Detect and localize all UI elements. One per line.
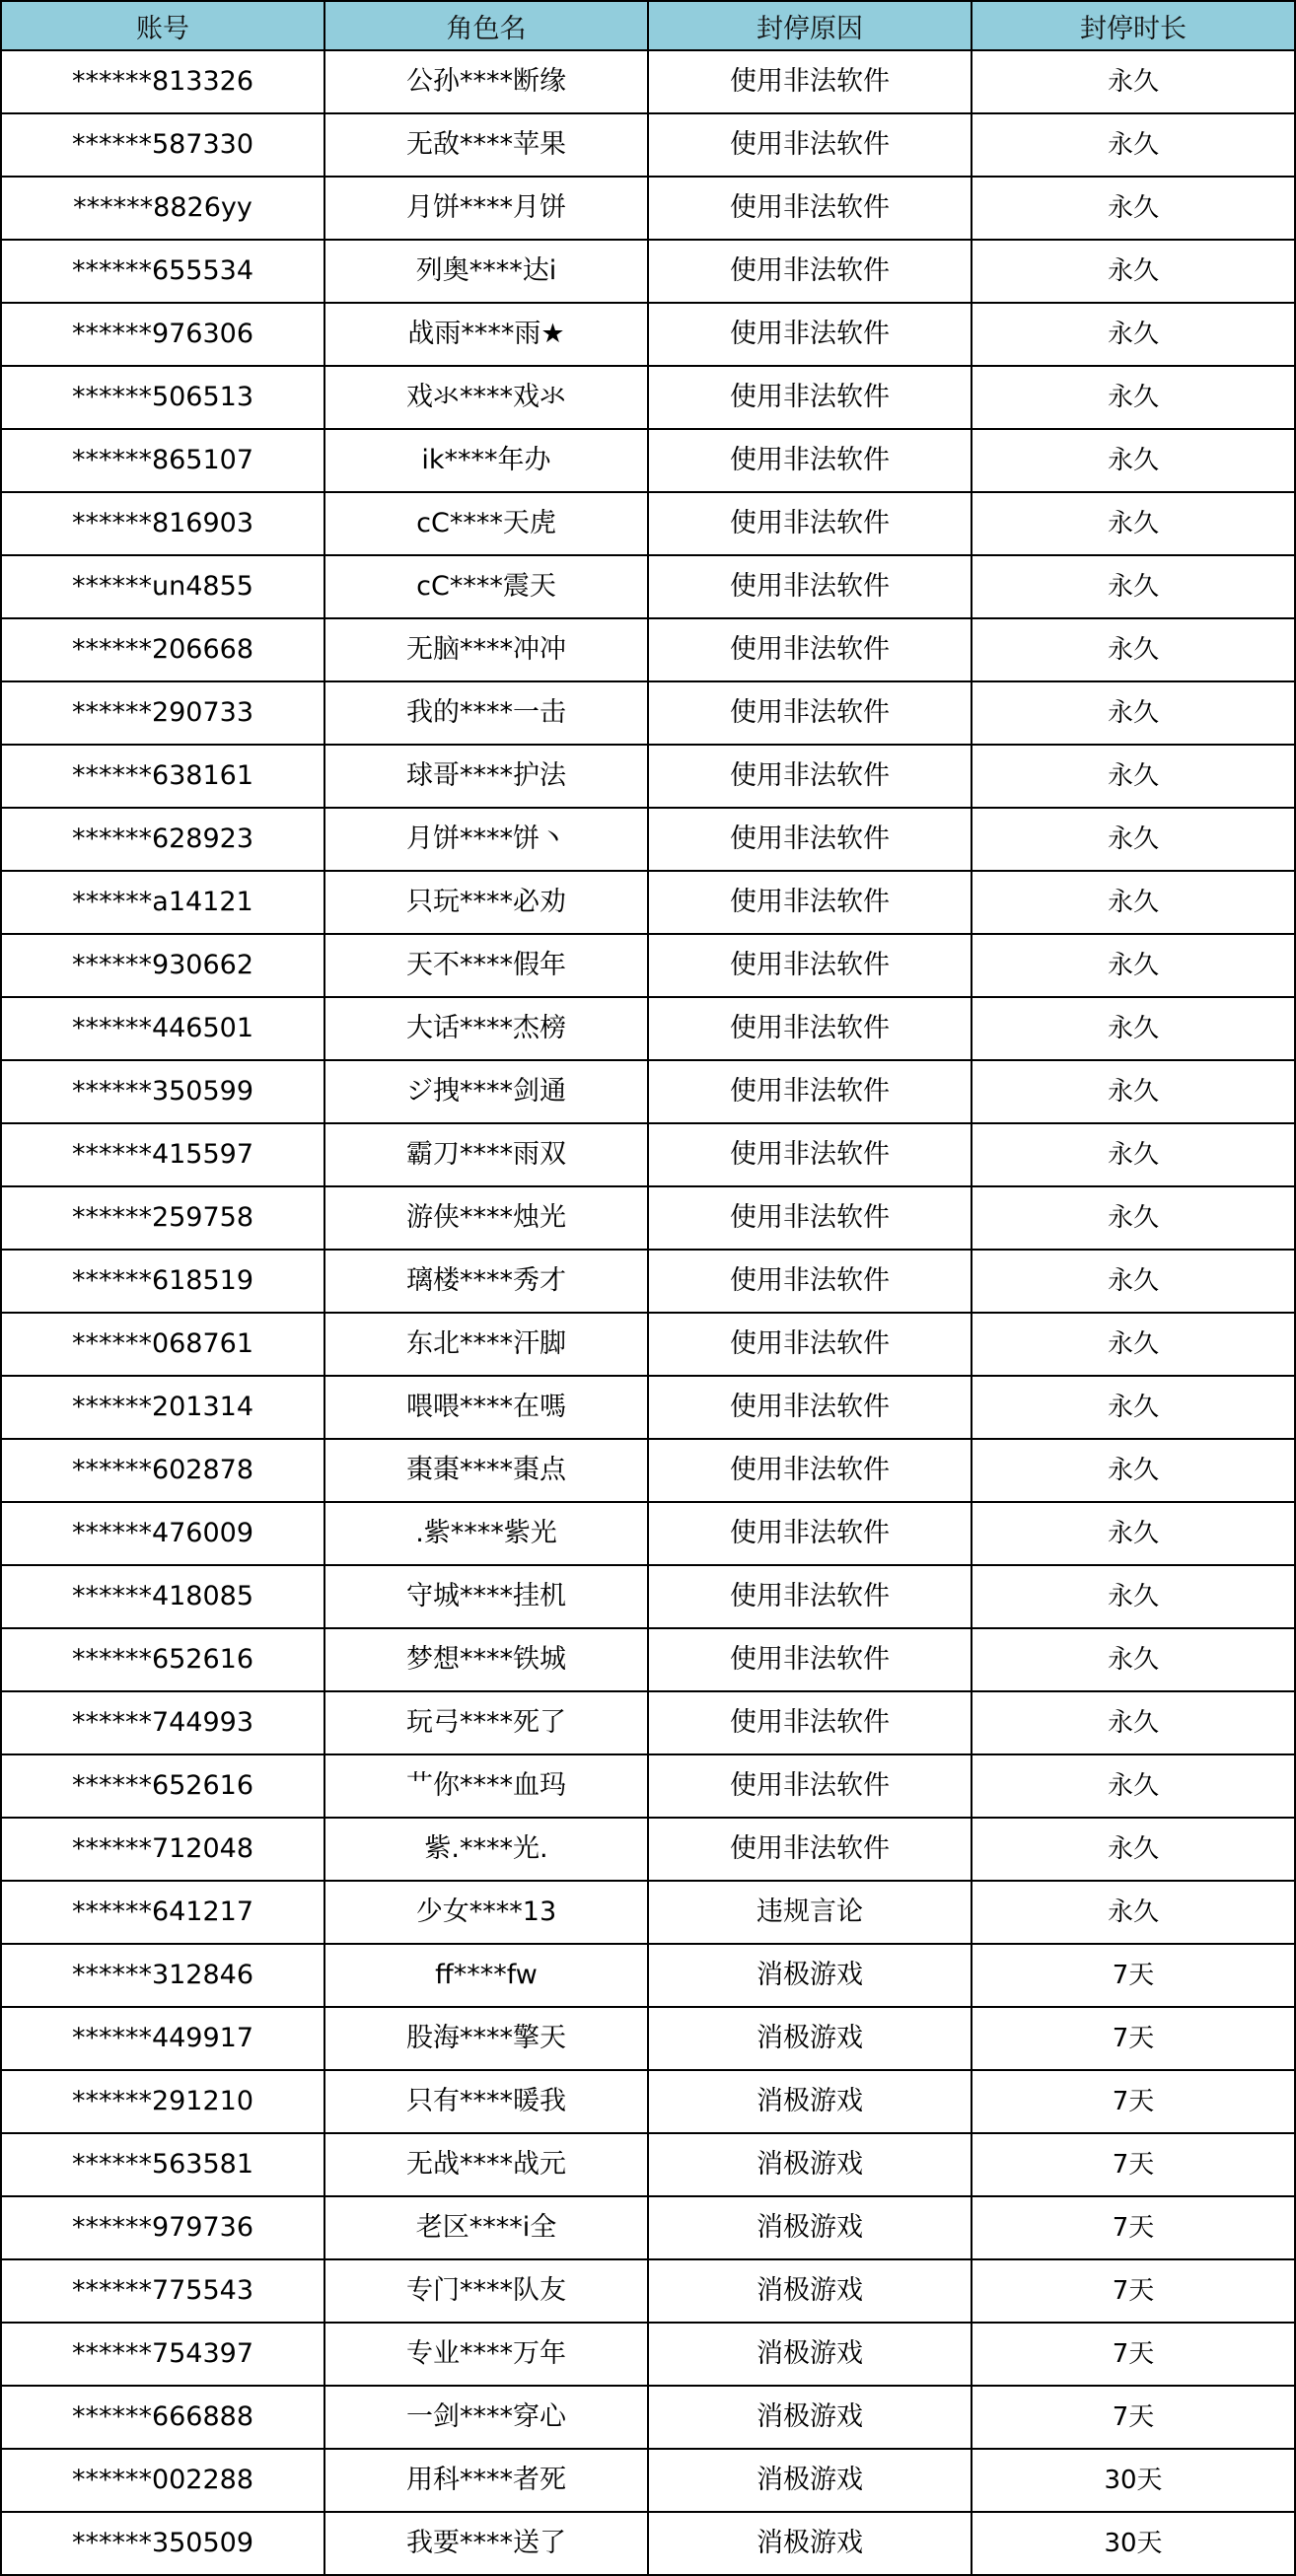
cell-reason: 使用非法软件: [648, 492, 972, 555]
cell-account: ******un4855: [1, 555, 324, 618]
header-ban-duration: 封停时长: [972, 1, 1295, 50]
cell-reason: 使用非法软件: [648, 1250, 972, 1313]
table-row: [1, 1754, 1295, 1818]
cell-account: ******068761: [1, 1313, 324, 1376]
cell-account: ******816903: [1, 492, 324, 555]
cell-character-name: 游侠****烛光: [324, 1186, 648, 1250]
table-row: [1, 2007, 1295, 2070]
cell-duration: 永久: [972, 177, 1295, 240]
cell-reason: 消极游戏: [648, 2512, 972, 2575]
cell-duration: 永久: [972, 1313, 1295, 1376]
cell-duration: 永久: [972, 303, 1295, 366]
cell-duration: 永久: [972, 1502, 1295, 1565]
cell-character-name: 月饼****月饼: [324, 177, 648, 240]
cell-reason: 使用非法软件: [648, 429, 972, 492]
cell-duration: 永久: [972, 1881, 1295, 1944]
cell-reason: 使用非法软件: [648, 618, 972, 681]
cell-character-name: 用科****者死: [324, 2449, 648, 2512]
cell-account: ******002288: [1, 2449, 324, 2512]
table-row: [1, 1944, 1295, 2007]
cell-account: ******813326: [1, 50, 324, 113]
table-row: [1, 50, 1295, 113]
cell-reason: 使用非法软件: [648, 1313, 972, 1376]
cell-reason: 消极游戏: [648, 2386, 972, 2449]
table-row: [1, 808, 1295, 871]
cell-reason: 消极游戏: [648, 2196, 972, 2259]
cell-account: ******976306: [1, 303, 324, 366]
cell-duration: 永久: [972, 429, 1295, 492]
cell-duration: 永久: [972, 871, 1295, 934]
cell-character-name: 无敌****苹果: [324, 113, 648, 177]
cell-account: ******775543: [1, 2259, 324, 2323]
cell-character-name: 戏氺****戏氺: [324, 366, 648, 429]
cell-duration: 永久: [972, 745, 1295, 808]
table-row: [1, 1439, 1295, 1502]
table-row: [1, 1186, 1295, 1250]
cell-character-name: 我要****送了: [324, 2512, 648, 2575]
table-row: [1, 2133, 1295, 2196]
cell-character-name: 玩弓****死了: [324, 1691, 648, 1754]
table-row: [1, 1691, 1295, 1754]
cell-reason: 使用非法软件: [648, 745, 972, 808]
cell-character-name: 喂喂****在嗎: [324, 1376, 648, 1439]
cell-account: ******312846: [1, 1944, 324, 2007]
cell-character-name: 东北****汗脚: [324, 1313, 648, 1376]
header-character-name: 角色名: [324, 1, 648, 50]
table-row: [1, 1313, 1295, 1376]
cell-character-name: 只有****暖我: [324, 2070, 648, 2133]
cell-account: ******979736: [1, 2196, 324, 2259]
cell-character-name: ジ拽****剑通: [324, 1060, 648, 1123]
cell-duration: 永久: [972, 1123, 1295, 1186]
cell-duration: 永久: [972, 1691, 1295, 1754]
table-row: [1, 1123, 1295, 1186]
cell-reason: 使用非法软件: [648, 113, 972, 177]
table-body: [1, 50, 1295, 2575]
cell-account: ******930662: [1, 934, 324, 997]
cell-account: ******206668: [1, 618, 324, 681]
table-row: [1, 934, 1295, 997]
cell-account: ******865107: [1, 429, 324, 492]
table-row: [1, 1060, 1295, 1123]
cell-reason: 使用非法软件: [648, 1754, 972, 1818]
cell-character-name: 少女****13: [324, 1881, 648, 1944]
cell-character-name: 列奥****达i: [324, 240, 648, 303]
table-row: [1, 2259, 1295, 2323]
table-row: [1, 681, 1295, 745]
cell-character-name: 一剑****穿心: [324, 2386, 648, 2449]
cell-account: ******587330: [1, 113, 324, 177]
cell-character-name: ff****fw: [324, 1944, 648, 2007]
cell-character-name: 棗棗****棗点: [324, 1439, 648, 1502]
cell-reason: 使用非法软件: [648, 1123, 972, 1186]
cell-reason: 使用非法软件: [648, 240, 972, 303]
cell-reason: 使用非法软件: [648, 681, 972, 745]
cell-reason: 消极游戏: [648, 2323, 972, 2386]
cell-duration: 7天: [972, 2323, 1295, 2386]
cell-duration: 永久: [972, 1754, 1295, 1818]
table-row: [1, 2386, 1295, 2449]
cell-account: ******638161: [1, 745, 324, 808]
cell-reason: 消极游戏: [648, 2133, 972, 2196]
cell-character-name: 股海****擎天: [324, 2007, 648, 2070]
cell-duration: 7天: [972, 2133, 1295, 2196]
cell-account: ******290733: [1, 681, 324, 745]
cell-account: ******712048: [1, 1818, 324, 1881]
cell-character-name: 艹你****血玛: [324, 1754, 648, 1818]
table-row: [1, 2512, 1295, 2575]
table-row: [1, 997, 1295, 1060]
cell-reason: 使用非法软件: [648, 177, 972, 240]
cell-character-name: 我的****一击: [324, 681, 648, 745]
cell-duration: 永久: [972, 555, 1295, 618]
cell-account: ******201314: [1, 1376, 324, 1439]
cell-reason: 消极游戏: [648, 1944, 972, 2007]
cell-character-name: 紫.****光.: [324, 1818, 648, 1881]
table-row: [1, 871, 1295, 934]
table-row: [1, 2449, 1295, 2512]
table-row: [1, 2323, 1295, 2386]
cell-account: ******476009: [1, 1502, 324, 1565]
cell-account: ******641217: [1, 1881, 324, 1944]
cell-character-name: 无战****战元: [324, 2133, 648, 2196]
cell-account: ******350599: [1, 1060, 324, 1123]
cell-character-name: 球哥****护法: [324, 745, 648, 808]
cell-account: ******415597: [1, 1123, 324, 1186]
cell-reason: 使用非法软件: [648, 997, 972, 1060]
cell-reason: 消极游戏: [648, 2007, 972, 2070]
cell-reason: 使用非法软件: [648, 1376, 972, 1439]
table-row: [1, 1565, 1295, 1628]
cell-duration: 永久: [972, 1818, 1295, 1881]
cell-reason: 使用非法软件: [648, 1502, 972, 1565]
cell-character-name: 大话****杰榜: [324, 997, 648, 1060]
cell-duration: 永久: [972, 1565, 1295, 1628]
cell-account: ******506513: [1, 366, 324, 429]
cell-account: ******259758: [1, 1186, 324, 1250]
cell-account: ******446501: [1, 997, 324, 1060]
cell-account: ******655534: [1, 240, 324, 303]
cell-account: ******449917: [1, 2007, 324, 2070]
cell-duration: 永久: [972, 366, 1295, 429]
cell-character-name: 守城****挂机: [324, 1565, 648, 1628]
cell-account: ******291210: [1, 2070, 324, 2133]
cell-duration: 永久: [972, 492, 1295, 555]
table-row: [1, 177, 1295, 240]
cell-reason: 使用非法软件: [648, 808, 972, 871]
cell-reason: 使用非法软件: [648, 366, 972, 429]
cell-character-name: 天不****假年: [324, 934, 648, 997]
cell-account: ******618519: [1, 1250, 324, 1313]
cell-account: ******628923: [1, 808, 324, 871]
header-ban-reason: 封停原因: [648, 1, 972, 50]
cell-character-name: 专门****队友: [324, 2259, 648, 2323]
cell-account: ******754397: [1, 2323, 324, 2386]
table-row: [1, 1628, 1295, 1691]
cell-reason: 违规言论: [648, 1881, 972, 1944]
cell-reason: 消极游戏: [648, 2259, 972, 2323]
cell-duration: 永久: [972, 50, 1295, 113]
cell-duration: 7天: [972, 2070, 1295, 2133]
cell-reason: 使用非法软件: [648, 303, 972, 366]
cell-duration: 永久: [972, 808, 1295, 871]
table-row: [1, 1881, 1295, 1944]
cell-character-name: ik****年办: [324, 429, 648, 492]
table-row: [1, 240, 1295, 303]
cell-duration: 7天: [972, 2007, 1295, 2070]
cell-reason: 使用非法软件: [648, 1060, 972, 1123]
cell-reason: 使用非法软件: [648, 934, 972, 997]
cell-duration: 永久: [972, 681, 1295, 745]
cell-character-name: cC****天虎: [324, 492, 648, 555]
table-row: [1, 1250, 1295, 1313]
table-row: [1, 745, 1295, 808]
cell-character-name: 只玩****必劝: [324, 871, 648, 934]
cell-character-name: 老区****i全: [324, 2196, 648, 2259]
cell-duration: 30天: [972, 2512, 1295, 2575]
table-row: [1, 366, 1295, 429]
table-row: [1, 618, 1295, 681]
cell-duration: 永久: [972, 1186, 1295, 1250]
cell-reason: 使用非法软件: [648, 1628, 972, 1691]
table-row: [1, 1502, 1295, 1565]
table-row: [1, 1376, 1295, 1439]
cell-reason: 使用非法软件: [648, 871, 972, 934]
cell-account: ******8826yy: [1, 177, 324, 240]
table-row: [1, 2070, 1295, 2133]
cell-duration: 7天: [972, 2386, 1295, 2449]
cell-character-name: .紫****紫光: [324, 1502, 648, 1565]
cell-duration: 永久: [972, 1376, 1295, 1439]
table-row: [1, 113, 1295, 177]
table-row: [1, 303, 1295, 366]
cell-duration: 7天: [972, 2259, 1295, 2323]
table-row: [1, 555, 1295, 618]
cell-duration: 永久: [972, 997, 1295, 1060]
cell-account: ******418085: [1, 1565, 324, 1628]
cell-account: ******652616: [1, 1754, 324, 1818]
cell-duration: 30天: [972, 2449, 1295, 2512]
table-row: [1, 2196, 1295, 2259]
cell-reason: 消极游戏: [648, 2449, 972, 2512]
header-row: [1, 1, 1295, 50]
cell-duration: 永久: [972, 1439, 1295, 1502]
cell-duration: 永久: [972, 1060, 1295, 1123]
cell-character-name: cC****震天: [324, 555, 648, 618]
cell-account: ******666888: [1, 2386, 324, 2449]
cell-duration: 永久: [972, 240, 1295, 303]
cell-duration: 永久: [972, 113, 1295, 177]
cell-account: ******744993: [1, 1691, 324, 1754]
cell-character-name: 霸刀****雨双: [324, 1123, 648, 1186]
cell-account: ******350509: [1, 2512, 324, 2575]
cell-reason: 使用非法软件: [648, 1565, 972, 1628]
cell-duration: 7天: [972, 2196, 1295, 2259]
table-header: [1, 1, 1295, 50]
cell-account: ******a14121: [1, 871, 324, 934]
table-row: [1, 492, 1295, 555]
cell-reason: 使用非法软件: [648, 50, 972, 113]
cell-character-name: 战雨****雨★: [324, 303, 648, 366]
cell-reason: 使用非法软件: [648, 555, 972, 618]
cell-character-name: 无脑****冲冲: [324, 618, 648, 681]
cell-reason: 消极游戏: [648, 2070, 972, 2133]
cell-character-name: 专业****万年: [324, 2323, 648, 2386]
header-account: 账号: [1, 1, 324, 50]
cell-account: ******563581: [1, 2133, 324, 2196]
cell-reason: 使用非法软件: [648, 1691, 972, 1754]
cell-character-name: 璃楼****秀才: [324, 1250, 648, 1313]
cell-reason: 使用非法软件: [648, 1186, 972, 1250]
cell-reason: 使用非法软件: [648, 1818, 972, 1881]
cell-character-name: 公孙****断缘: [324, 50, 648, 113]
cell-duration: 7天: [972, 1944, 1295, 2007]
table-row: [1, 1818, 1295, 1881]
cell-reason: 使用非法软件: [648, 1439, 972, 1502]
cell-duration: 永久: [972, 1628, 1295, 1691]
cell-account: ******652616: [1, 1628, 324, 1691]
cell-character-name: 梦想****铁城: [324, 1628, 648, 1691]
cell-character-name: 月饼****饼丶: [324, 808, 648, 871]
cell-duration: 永久: [972, 1250, 1295, 1313]
table-row: [1, 429, 1295, 492]
cell-duration: 永久: [972, 618, 1295, 681]
cell-duration: 永久: [972, 934, 1295, 997]
cell-account: ******602878: [1, 1439, 324, 1502]
